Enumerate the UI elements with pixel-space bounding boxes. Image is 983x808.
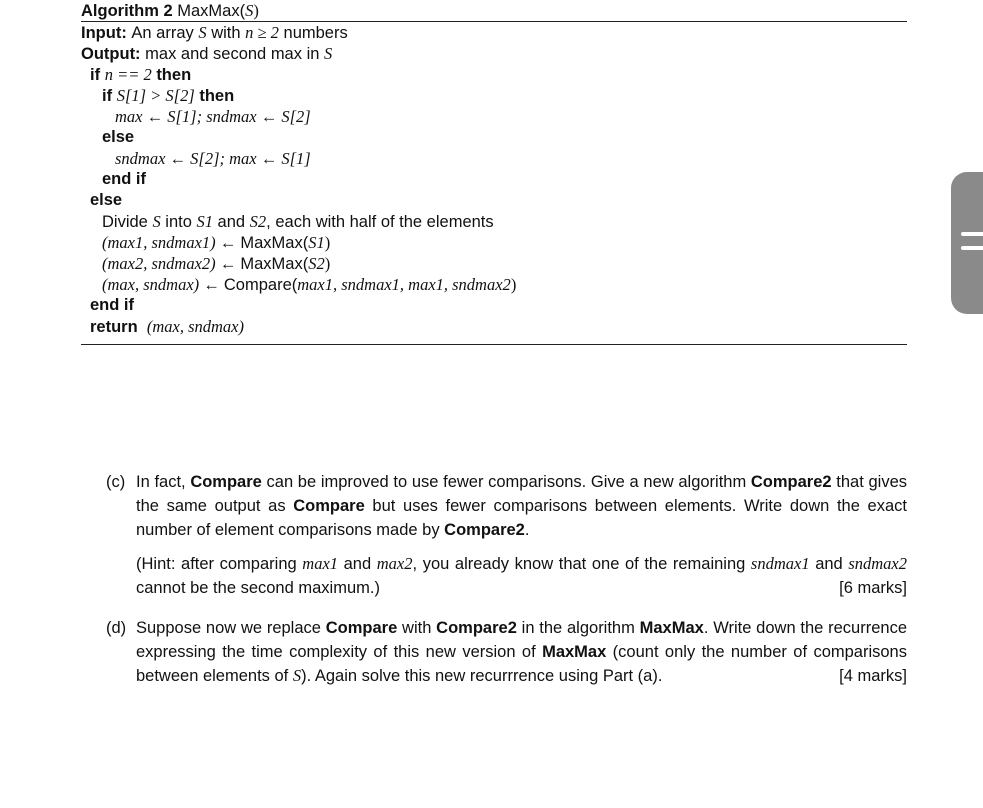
part-c bbox=[106, 470, 907, 600]
algorithm-arg: S bbox=[245, 1, 254, 20]
rec2-arg: S2 bbox=[308, 254, 325, 273]
rec2-lhs: (max2, sndmax2) ← bbox=[102, 254, 241, 273]
part-c-marks: [6 marks] bbox=[839, 579, 907, 597]
cmp-fn: Compare( bbox=[223, 276, 298, 294]
return-line bbox=[81, 316, 907, 337]
assignment-2: sndmax ← S[2]; max ← S[1] bbox=[115, 149, 311, 168]
rec2-fn: MaxMax( bbox=[240, 255, 309, 273]
keyword-if: if bbox=[90, 66, 101, 84]
output-line bbox=[81, 43, 907, 64]
keyword-end-if: end if bbox=[102, 170, 146, 188]
divide-text-4: , each with half of the elements bbox=[266, 213, 494, 231]
end-if-outer-line bbox=[81, 295, 907, 316]
rec2-close: ) bbox=[324, 254, 331, 273]
side-menu-tab[interactable] bbox=[951, 172, 983, 314]
recursive-call-1 bbox=[81, 232, 907, 253]
inner-if-line bbox=[81, 85, 907, 106]
input-text-2: with bbox=[206, 24, 246, 42]
algorithm-name: MaxMax( bbox=[172, 2, 246, 20]
divide-text: Divide bbox=[102, 213, 153, 231]
output-label: Output: bbox=[81, 45, 141, 63]
divide-text-3: and bbox=[212, 213, 250, 231]
recursive-call-2 bbox=[81, 253, 907, 274]
part-d-marks: [4 marks] bbox=[839, 667, 907, 685]
part-c-hint: (Hint: after comparing max1 and max2, you already know that one of the remaining sndmax1 and sndmax2 cannot be the second maximum.) [6 marks] bbox=[136, 552, 907, 600]
assign-line-1 bbox=[81, 106, 907, 127]
else-outer-line bbox=[81, 190, 907, 211]
keyword-else: else bbox=[90, 191, 123, 209]
rec1-arg: S1 bbox=[308, 233, 325, 252]
end-if-inner-line bbox=[81, 169, 907, 190]
inner-condition: S[1] > S[2] bbox=[116, 86, 195, 105]
part-d-label: (d) bbox=[106, 619, 127, 637]
compare-call bbox=[81, 274, 907, 295]
else-line bbox=[81, 127, 907, 148]
output-text: max and second max in bbox=[145, 45, 324, 63]
divide-var-s1: S1 bbox=[196, 212, 213, 231]
keyword-if: if bbox=[102, 87, 113, 105]
algorithm-box bbox=[81, 0, 907, 345]
keyword-then: then bbox=[199, 87, 235, 105]
input-line bbox=[81, 22, 907, 43]
input-text-3: numbers bbox=[278, 24, 348, 42]
input-condition: n ≥ 2 bbox=[245, 23, 279, 42]
menu-bar-icon bbox=[961, 232, 983, 236]
cmp-close: ) bbox=[510, 275, 517, 294]
assignment-1: max ← S[1]; sndmax ← S[2] bbox=[115, 107, 311, 126]
algorithm-number: Algorithm 2 bbox=[81, 2, 173, 20]
rec1-lhs: (max1, sndmax1) ← bbox=[102, 233, 241, 252]
assign-line-2 bbox=[81, 148, 907, 169]
divide-line bbox=[81, 211, 907, 232]
input-var-s: S bbox=[198, 23, 207, 42]
question-parts bbox=[106, 470, 907, 704]
algorithm-title bbox=[81, 0, 907, 21]
divide-text-2: into bbox=[160, 213, 197, 231]
keyword-else: else bbox=[102, 128, 135, 146]
input-label: Input: bbox=[81, 24, 127, 42]
if-condition: n == 2 bbox=[104, 65, 152, 84]
keyword-end-if: end if bbox=[90, 296, 134, 314]
cmp-args: max1, sndmax1, max1, sndmax2 bbox=[297, 275, 511, 294]
output-var-s: S bbox=[324, 44, 333, 63]
part-c-label: (c) bbox=[106, 473, 126, 491]
divide-var-s2: S2 bbox=[249, 212, 267, 231]
cmp-lhs: (max, sndmax) ← bbox=[102, 275, 224, 294]
part-d bbox=[106, 616, 907, 688]
return-value: (max, sndmax) bbox=[146, 317, 244, 336]
input-text: An array bbox=[131, 24, 199, 42]
menu-bar-icon bbox=[961, 246, 983, 250]
rec1-close: ) bbox=[324, 233, 331, 252]
part-d-question: Suppose now we replace Compare with Compare2 in the algorithm MaxMax. Write down the recurrence expressing the time complexity of this new version of MaxMax (count only the number of comparisons between elements of S). Again solve this new recurrrence using Part (a). [4 marks] bbox=[136, 616, 907, 688]
if-line bbox=[81, 64, 907, 85]
divide-var-s: S bbox=[152, 212, 161, 231]
algorithm-close: ) bbox=[253, 1, 259, 20]
part-c-question: In fact, Compare can be improved to use fewer comparisons. Give a new algorithm Compare2 that gives the same output as Compare but uses fewer comparisons between elements. Write down the exact number of element comparisons made by Compare2. bbox=[136, 473, 907, 539]
keyword-then: then bbox=[156, 66, 192, 84]
bottom-rule bbox=[81, 344, 907, 345]
rec1-fn: MaxMax( bbox=[240, 234, 309, 252]
keyword-return: return bbox=[90, 318, 138, 336]
